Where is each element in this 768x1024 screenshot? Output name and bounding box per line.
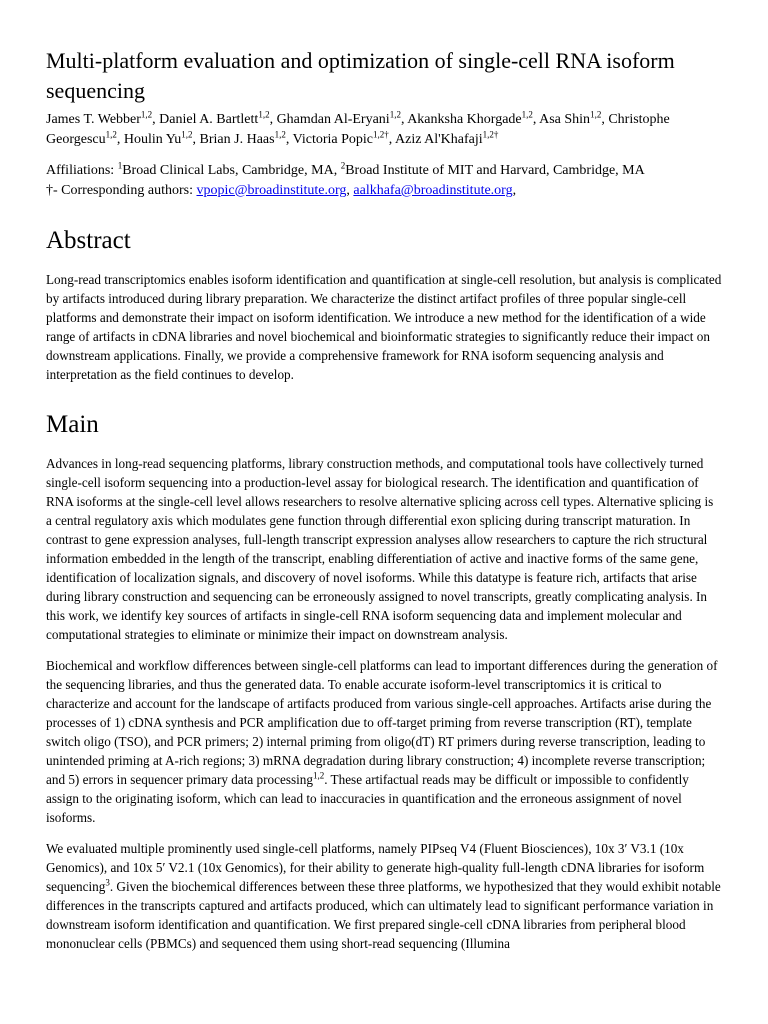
author: Houlin Yu$^{1,2}$, bbox=[123, 128, 200, 147]
author: Akanksha Khorgade$^{1,2}$, bbox=[407, 109, 540, 127]
main-paragraph-3: We evaluated multiple prominently used single-cell platforms, namely PIPseq V4 (Fluent Biosciences), 10x 3′ V3.1 (10x Genomics), and 10x 5′ V2.1 (10x Genomics), for their ability to generate high-quality full-length cDNA libraries for isoform sequencing$^3$. Given the biochemical differences between these three platforms, we hypothesized that they would exhibit notable differences in the transcripts captured and artifacts produced, which can ultimately lead to significant performance variation in downstream isoform identification and quantification. We first prepared single-cell cDNA libraries from peripheral blood mononuclear cells (PBMCs) and sequenced them using short-read sequencing (Illumina bbox=[46, 841, 721, 951]
author: Brian J. Haas$^{1,2}$, bbox=[199, 128, 293, 147]
citation: 1,2 bbox=[312, 770, 325, 781]
citation: 3 bbox=[105, 877, 110, 888]
author-list bbox=[46, 110, 722, 149]
main-paragraph-1: Advances in long-read sequencing platforms, library construction methods, and computational tools have collectively turned single-cell isoform sequencing into a production-level assay for biological research. The identification and quantification of RNA isoforms at the single-cell level allows researchers to resolve alternative splicing across cell types. Alternative splicing is a central regulatory axis which modulates gene function through differential exon splicing during transcript maturation. In contrast to gene expression analyses, full-length transcript expression analyses allow researchers to capture the rich structural information embedded in the length of the transcript, enabling differentiation of active and inactive forms of the same gene, identification of localization signals, and discovery of novel isoforms. While this datatype is feature rich, artifacts that arise during library construction and sequencing can be erroneously assigned to novel transcripts, greatly complicating analysis. In this work, we identify key sources of artifacts in single-cell RNA isoform sequencing data and implement molecular and computational strategies to eliminate or minimize their impact on downstream analysis. bbox=[46, 456, 714, 642]
author: Daniel A. Bartlett$^{1,2}$, bbox=[159, 109, 277, 127]
author: Christophe Georgescu$^{1,2}$, bbox=[46, 112, 670, 147]
author: James T. Webber$^{1,2}$, bbox=[46, 109, 160, 127]
corresponding-authors: †- Corresponding authors: vpopic@broadinstitute.org, aalkhafa@broadinstitute.org, bbox=[46, 182, 517, 198]
abstract-heading: Abstract bbox=[46, 227, 131, 254]
author: Ghamdan Al-Eryani$^{1,2}$, bbox=[276, 109, 408, 127]
email-link-vpopic[interactable]: vpopic@broadinstitute.org bbox=[196, 182, 347, 198]
affiliations: Affiliations: $^1$Broad Clinical Labs, Cambridge, MA, $^2$Broad Institute of MIT and Harvard, Cambridge, MA bbox=[46, 160, 645, 178]
paper-title: Multi-platform evaluation and optimization of single-cell RNA isoform sequencing bbox=[46, 48, 675, 103]
main-paragraph-2: Biochemical and workflow differences between single-cell platforms can lead to important differences during the generation of the sequencing libraries, and thus the generated data. To enable accurate isoform-level transcriptomics it is critical to characterize and account for the landscape of artifacts produced from various single-cell approaches. Artifacts arise during the processes of 1) cDNA synthesis and PCR amplification due to off-target priming from reverse transcription (RT), template switch oligo (TSO), and PCR primers; 2) internal priming from oligo(dT) RT primers during reverse transcription, leading to unintended priming at A-rich regions; 3) mRNA degradation during library construction; 4) incomplete reverse transcription; and 5) errors in sequencer primary data processing$^{1,2}$. These artifactual reads may be difficult or impossible to confidently assign to the originating isoform, which can lead to inaccuracies in quantification and the erroneous assignment of novel isoforms. bbox=[46, 658, 718, 825]
author: Victoria Popic$^{1,2\dagger}$, bbox=[292, 128, 395, 147]
abstract-paragraph: Long-read transcriptomics enables isoform identification and quantification at single-cell resolution, but analysis is complicated by artifacts introduced during library preparation. We characterize the distinct artifact profiles of three popular single-cell platforms and demonstrate their impact on isoform identification. We introduce a new method for the identification of a wide range of artifacts in cDNA libraries and novel biochemical and bioinformatic strategies to significantly reduce their impact on downstream applications. Finally, we provide a comprehensive framework for RNA isoform sequencing analysis and interpretation as the field continues to develop. bbox=[46, 272, 722, 382]
author: Aziz Al'Khafaji$^{1,2\dagger}$ bbox=[395, 128, 499, 147]
email-link-aalkhafa[interactable]: aalkhafa@broadinstitute.org bbox=[353, 182, 513, 198]
main-heading: Main bbox=[46, 411, 99, 438]
author: Asa Shin$^{1,2}$, bbox=[539, 109, 609, 127]
